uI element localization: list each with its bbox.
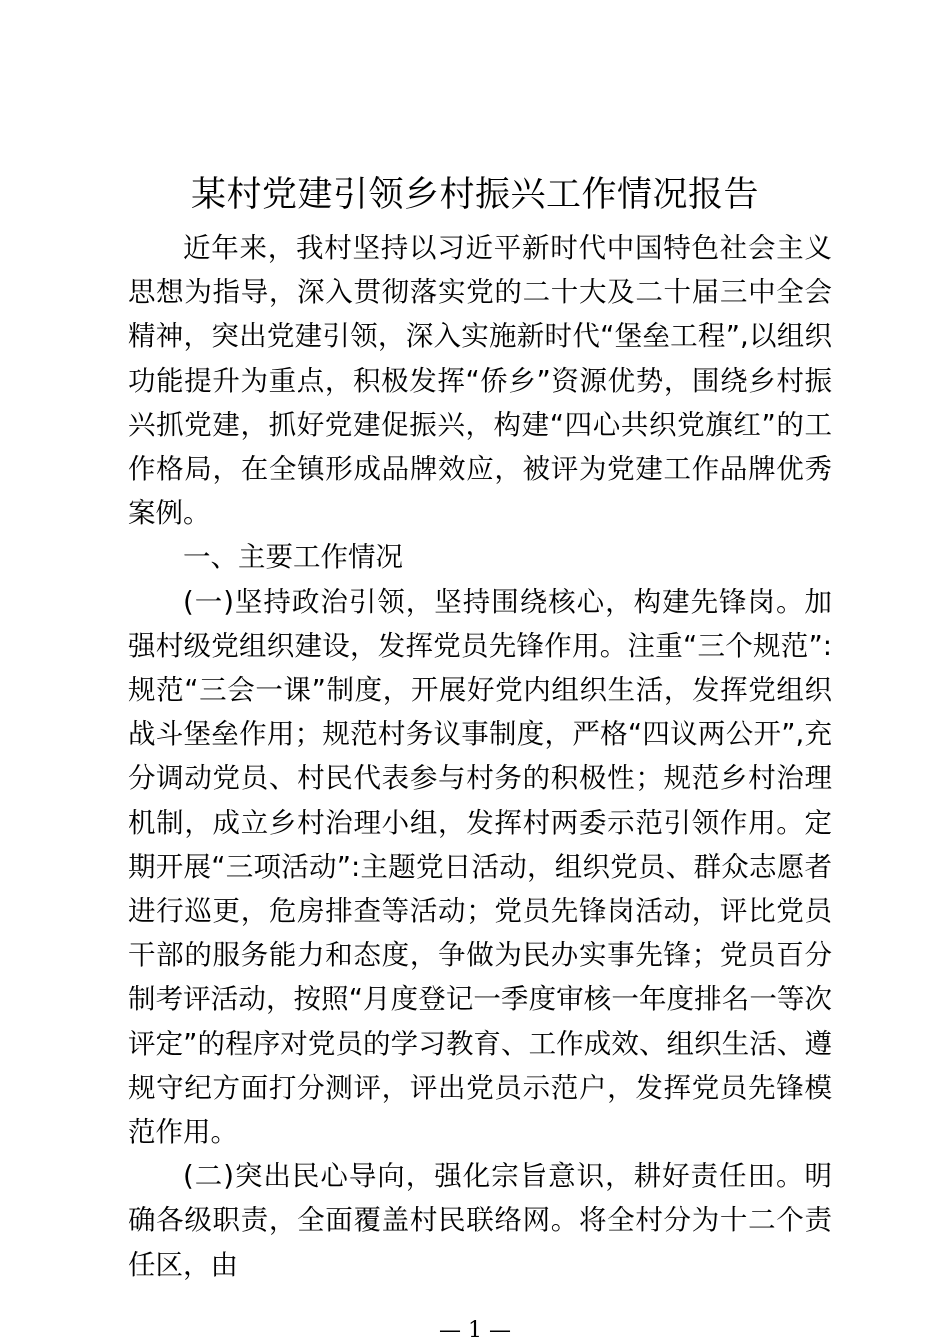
document-body [128, 226, 832, 1287]
page-number: — 1 — [439, 1318, 511, 1343]
intro-paragraph: 近年来，我村坚持以习近平新时代中国特色社会主义思想为指导，深入贯彻落实党的二十大及二十届三中全会精神，突出党建引领，深入实施新时代“堡垒工程”,以组织功能提升为重点，积极发挥“侨乡”资源优势，围绕乡村振兴抓党建，抓好党建促振兴，构建“四心共织党旗红”的工作格局，在全镇形成品牌效应，被评为党建工作品牌优秀案例。 [128, 232, 832, 530]
subsection-paragraph-2: (二)突出民心导向，强化宗旨意识，耕好责任田。明确各级职责，全面覆盖村民联络网。将全村分为十二个责任区，由 [128, 1160, 832, 1281]
section-heading: 一、主要工作情况 [183, 541, 403, 574]
document-title: 某村党建引领乡村振兴工作情况报告 [190, 175, 759, 215]
subsection-paragraph-1: (一)坚持政治引领，坚持围绕核心，构建先锋岗。加强村级党组织建设，发挥党员先锋作用。注重“三个规范”:规范“三会一课”制度，开展好党内组织生活，发挥党组织战斗堡垒作用；规范村务议事制度，严格“四议两公开”,充分调动党员、村民代表参与村务的积极性；规范乡村治理机制，成立乡村治理小组，发挥村两委示范引领作用。定期开展“三项活动”:主题党日活动，组织党员、群众志愿者进行巡更，危房排查等活动；党员先锋岗活动，评比党员干部的服务能力和态度，争做为民办实事先锋；党员百分制考评活动，按照“月度登记一季度审核一年度排名一等次评定”的程序对党员的学习教育、工作成效、组织生活、遵规守纪方面打分测评，评出党员示范户，发挥党员先锋模范作用。 [128, 585, 832, 1149]
